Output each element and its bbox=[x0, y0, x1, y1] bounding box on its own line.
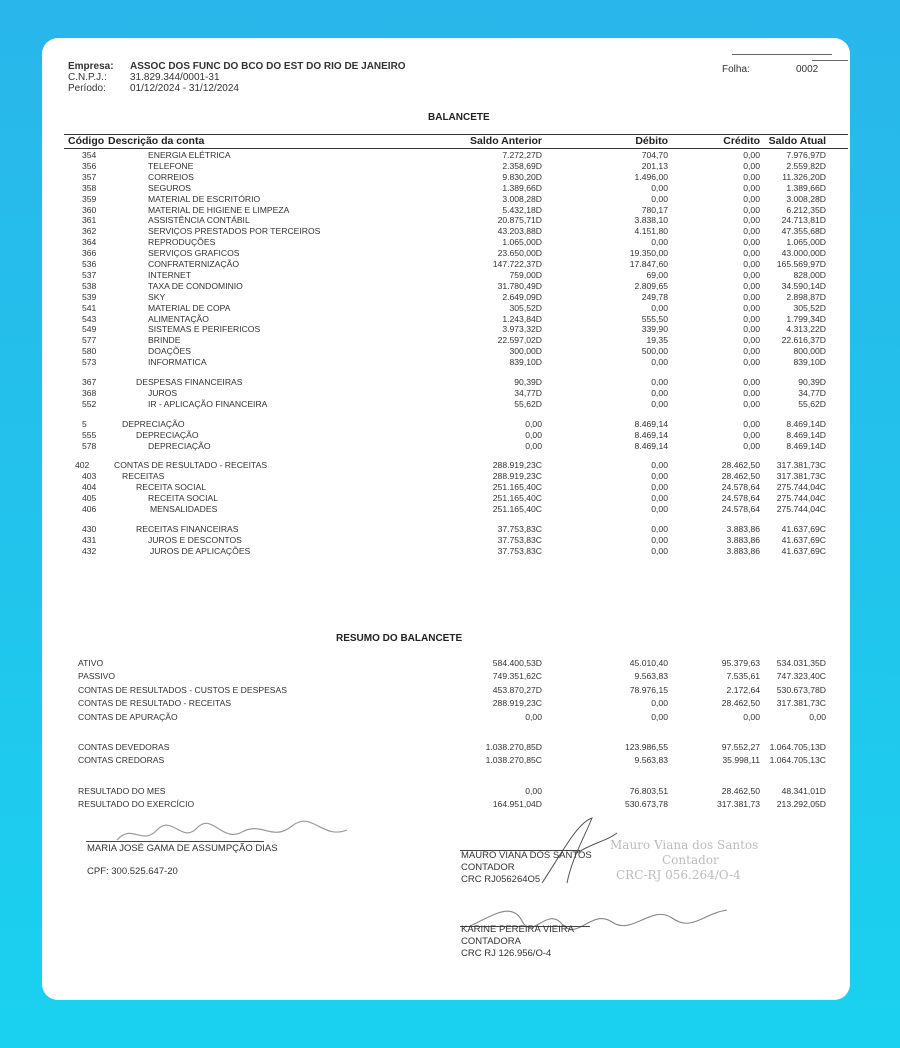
summary-saldo-anterior: 453.870,27D bbox=[492, 684, 542, 695]
account-description: CONTAS DE RESULTADO - RECEITAS bbox=[114, 460, 268, 471]
summary-credito: 97.552,27 bbox=[721, 742, 760, 752]
account-code: 573 bbox=[82, 357, 97, 368]
saldo-atual-cell: 41.637,69C bbox=[781, 523, 826, 534]
summary-saldo-anterior: 749.351,62C bbox=[492, 671, 542, 682]
summary-debito: 123.986,55 bbox=[624, 742, 668, 752]
account-code: 431 bbox=[82, 534, 97, 545]
saldo-anterior-cell: 34,77D bbox=[514, 387, 542, 398]
saldo-anterior-cell: 305,52D bbox=[509, 302, 542, 313]
contador1-name: MAURO VIANA DOS SANTOS bbox=[461, 850, 592, 861]
debito-cell: 19,35 bbox=[646, 335, 668, 346]
saldo-anterior-cell: 2.649,09D bbox=[502, 291, 542, 302]
credito-cell: 24.578,64 bbox=[721, 504, 760, 514]
account-code: 359 bbox=[82, 193, 97, 204]
debito-cell: 0,00 bbox=[651, 387, 668, 398]
account-code: 354 bbox=[82, 150, 97, 160]
credito-cell: 0,00 bbox=[743, 269, 760, 280]
debito-cell: 339,90 bbox=[641, 324, 668, 335]
account-description: MATERIAL DE ESCRITÓRIO bbox=[148, 193, 261, 204]
credito-cell: 0,00 bbox=[743, 429, 760, 440]
saldo-anterior-cell: 55,62D bbox=[514, 398, 542, 409]
debito-cell: 8.469,14 bbox=[634, 429, 668, 440]
summary-saldo-atual: 317.381,73C bbox=[776, 698, 826, 709]
summary-saldo-atual: 534.031,35D bbox=[776, 658, 826, 668]
summary-credito: 35.998,11 bbox=[722, 755, 760, 766]
account-code: 364 bbox=[82, 237, 97, 248]
account-code: 538 bbox=[82, 280, 97, 291]
credito-cell: 0,00 bbox=[743, 237, 760, 248]
saldo-atual-cell: 1.065,00D bbox=[786, 237, 826, 248]
summary-description: PASSIVO bbox=[78, 671, 116, 682]
account-description: CORREIOS bbox=[148, 171, 194, 182]
summary-saldo-anterior: 0,00 bbox=[525, 785, 542, 796]
summary-saldo-atual: 0,00 bbox=[809, 711, 826, 722]
account-description: RECEITAS FINANCEIRAS bbox=[136, 523, 239, 534]
credito-cell: 24.578,64 bbox=[721, 493, 760, 504]
debito-cell: 8.469,14 bbox=[634, 440, 668, 451]
summary-saldo-anterior: 584.400,53D bbox=[492, 658, 542, 668]
debito-cell: 0,00 bbox=[651, 504, 668, 514]
debito-cell: 500,00 bbox=[641, 346, 668, 357]
summary-saldo-anterior: 288.919,23C bbox=[492, 698, 542, 709]
debito-cell: 0,00 bbox=[651, 545, 668, 556]
saldo-anterior-cell: 22.597,02D bbox=[497, 335, 542, 346]
account-description: DEPRECIAÇÃO bbox=[122, 418, 185, 429]
col-credito: Crédito bbox=[723, 135, 760, 147]
account-code: 552 bbox=[82, 398, 97, 409]
contador1-crc: CRC RJ056264O5 bbox=[461, 874, 541, 885]
credito-cell: 0,00 bbox=[743, 377, 760, 387]
saldo-atual-cell: 22.616,37D bbox=[781, 335, 826, 346]
debito-cell: 3.838,10 bbox=[634, 215, 668, 226]
president-cpf: CPF: 300.525.647-20 bbox=[87, 866, 178, 877]
debito-cell: 17.847,60 bbox=[629, 259, 668, 269]
credito-cell: 0,00 bbox=[743, 291, 760, 302]
saldo-anterior-cell: 3.973,32D bbox=[502, 324, 542, 335]
saldo-anterior-cell: 1.243,84D bbox=[502, 313, 542, 324]
debito-cell: 201,13 bbox=[641, 160, 668, 171]
debito-cell: 0,00 bbox=[651, 237, 668, 248]
summary-description: CONTAS CREDORAS bbox=[78, 755, 165, 766]
debito-cell: 0,00 bbox=[651, 460, 668, 471]
summary-description: RESULTADO DO MES bbox=[78, 785, 166, 796]
saldo-atual-cell: 34.590,14D bbox=[781, 280, 826, 291]
saldo-atual-cell: 1.799,34D bbox=[786, 313, 826, 324]
account-code: 549 bbox=[82, 324, 97, 335]
credito-cell: 0,00 bbox=[743, 302, 760, 313]
col-debito: Débito bbox=[635, 135, 668, 147]
saldo-atual-cell: 839,10D bbox=[793, 357, 826, 368]
saldo-anterior-cell: 147.722,37D bbox=[492, 259, 542, 269]
saldo-atual-cell: 317.381,73C bbox=[776, 471, 826, 482]
saldo-anterior-cell: 759,00D bbox=[509, 269, 542, 280]
account-code: 537 bbox=[82, 269, 97, 280]
debito-cell: 0,00 bbox=[651, 357, 668, 368]
summary-description: CONTAS DE RESULTADOS - CUSTOS E DESPESAS bbox=[78, 684, 287, 695]
periodo-label: Período: bbox=[68, 83, 106, 94]
president-name: MARIA JOSÉ GAMA DE ASSUMPÇÃO DIAS bbox=[87, 843, 278, 854]
summary-saldo-anterior: 1.038.270,85D bbox=[485, 742, 542, 752]
saldo-atual-cell: 47.355,68D bbox=[781, 226, 826, 237]
account-code: 368 bbox=[82, 387, 97, 398]
account-description: ENERGIA ELÉTRICA bbox=[148, 150, 231, 160]
col-saldo-atual: Saldo Atual bbox=[768, 135, 826, 147]
credito-cell: 0,00 bbox=[743, 182, 760, 193]
summary-debito: 78.976,15 bbox=[629, 684, 668, 695]
debito-cell: 0,00 bbox=[651, 182, 668, 193]
contador2-name: KARINE PEREIRA VIEIRA bbox=[461, 924, 574, 935]
saldo-anterior-cell: 31.780,49D bbox=[497, 280, 542, 291]
saldo-anterior-cell: 1.389,66D bbox=[502, 182, 542, 193]
debito-cell: 0,00 bbox=[651, 377, 668, 387]
account-code: 5 bbox=[82, 418, 87, 429]
contador-stamp-crc: CRC-RJ 056.264/O-4 bbox=[616, 868, 741, 882]
credito-cell: 3.883,86 bbox=[726, 523, 760, 534]
debito-cell: 555,50 bbox=[641, 313, 668, 324]
saldo-atual-cell: 55,62D bbox=[798, 398, 826, 409]
account-code: 406 bbox=[82, 504, 97, 514]
credito-cell: 0,00 bbox=[743, 440, 760, 451]
credito-cell: 28.462,50 bbox=[721, 460, 760, 471]
saldo-atual-cell: 7.976,97D bbox=[786, 150, 826, 160]
account-description: IR - APLICAÇÃO FINANCEIRA bbox=[148, 398, 268, 409]
account-description: SERVIÇOS PRESTADOS POR TERCEIROS bbox=[148, 226, 321, 237]
account-description: DEPRECIAÇÃO bbox=[148, 440, 211, 451]
debito-cell: 0,00 bbox=[651, 302, 668, 313]
debito-cell: 0,00 bbox=[651, 493, 668, 504]
summary-debito: 76.803,51 bbox=[629, 785, 668, 796]
summary-debito: 45.010,40 bbox=[629, 658, 668, 668]
cnpj-label: C.N.P.J.: bbox=[68, 72, 107, 83]
contador-stamp-role: Contador bbox=[662, 853, 719, 867]
summary-credito: 95.379,63 bbox=[721, 658, 760, 668]
summary-description: CONTAS DEVEDORAS bbox=[78, 742, 170, 752]
account-description: INFORMATICA bbox=[148, 357, 207, 368]
saldo-atual-cell: 8.469,14D bbox=[786, 440, 826, 451]
saldo-atual-cell: 275.744,04C bbox=[776, 493, 826, 504]
credito-cell: 3.883,86 bbox=[726, 545, 760, 556]
credito-cell: 0,00 bbox=[743, 150, 760, 160]
summary-debito: 0,00 bbox=[651, 698, 668, 709]
debito-cell: 0,00 bbox=[651, 482, 668, 493]
credito-cell: 24.578,64 bbox=[721, 482, 760, 493]
account-description: JUROS E DESCONTOS bbox=[148, 534, 242, 545]
account-description: SEGUROS bbox=[148, 182, 191, 193]
credito-cell: 0,00 bbox=[743, 226, 760, 237]
account-code: 578 bbox=[82, 440, 97, 451]
saldo-atual-cell: 3.008,28D bbox=[786, 193, 826, 204]
debito-cell: 249,78 bbox=[641, 291, 668, 302]
saldo-anterior-cell: 3.008,28D bbox=[502, 193, 542, 204]
saldo-anterior-cell: 1.065,00D bbox=[502, 237, 542, 248]
summary-saldo-atual: 747.323,40C bbox=[776, 671, 826, 682]
report-title: BALANCETE bbox=[428, 112, 490, 123]
summary-saldo-atual: 1.064.705,13D bbox=[769, 742, 826, 752]
balancete-sheet bbox=[42, 38, 850, 1000]
saldo-anterior-cell: 251.165,40C bbox=[492, 482, 542, 493]
credito-cell: 0,00 bbox=[743, 215, 760, 226]
saldo-anterior-cell: 288.919,23C bbox=[492, 460, 542, 471]
account-code: 430 bbox=[82, 523, 97, 534]
credito-cell: 0,00 bbox=[743, 248, 760, 259]
debito-cell: 780,17 bbox=[641, 204, 668, 215]
credito-cell: 0,00 bbox=[743, 418, 760, 429]
credito-cell: 0,00 bbox=[743, 193, 760, 204]
credito-cell: 0,00 bbox=[743, 204, 760, 215]
account-description: DEPRECIAÇÃO bbox=[136, 429, 199, 440]
account-description: MENSALIDADES bbox=[150, 504, 218, 514]
credito-cell: 0,00 bbox=[743, 387, 760, 398]
account-description: DESPESAS FINANCEIRAS bbox=[136, 377, 243, 387]
saldo-atual-cell: 165.569,97D bbox=[776, 259, 826, 269]
account-description: RECEITAS bbox=[122, 471, 165, 482]
summary-description: RESULTADO DO EXERCÍCIO bbox=[78, 799, 195, 810]
summary-description: CONTAS DE RESULTADO - RECEITAS bbox=[78, 698, 232, 709]
debito-cell: 0,00 bbox=[651, 193, 668, 204]
debito-cell: 0,00 bbox=[651, 534, 668, 545]
saldo-anterior-cell: 2.358,69D bbox=[502, 160, 542, 171]
summary-description: ATIVO bbox=[78, 658, 104, 668]
account-code: 361 bbox=[82, 215, 97, 226]
account-code: 405 bbox=[82, 493, 97, 504]
saldo-anterior-cell: 839,10D bbox=[509, 357, 542, 368]
saldo-anterior-cell: 7.272,27D bbox=[502, 150, 542, 160]
summary-saldo-atual: 530.673,78D bbox=[776, 684, 826, 695]
cnpj-value: 31.829.344/0001-31 bbox=[130, 72, 220, 83]
credito-cell: 0,00 bbox=[743, 357, 760, 368]
debito-cell: 4.151,80 bbox=[634, 226, 668, 237]
account-code: 367 bbox=[82, 377, 97, 387]
summary-debito: 9.563,83 bbox=[634, 755, 668, 766]
account-code: 577 bbox=[82, 335, 97, 346]
account-code: 357 bbox=[82, 171, 97, 182]
saldo-anterior-cell: 43.203,88D bbox=[497, 226, 542, 237]
saldo-atual-cell: 828,00D bbox=[793, 269, 826, 280]
saldo-atual-cell: 305,52D bbox=[793, 302, 826, 313]
saldo-anterior-cell: 288.919,23C bbox=[492, 471, 542, 482]
summary-saldo-anterior: 164.951,04D bbox=[492, 799, 542, 810]
credito-cell: 3.883,86 bbox=[726, 534, 760, 545]
saldo-anterior-cell: 0,00 bbox=[525, 429, 542, 440]
account-code: 362 bbox=[82, 226, 97, 237]
summary-saldo-atual: 48.341,01D bbox=[781, 785, 826, 796]
credito-cell: 0,00 bbox=[743, 324, 760, 335]
saldo-anterior-cell: 37.753,83C bbox=[497, 545, 542, 556]
account-code: 403 bbox=[82, 471, 97, 482]
account-description: BRINDE bbox=[148, 335, 181, 346]
account-description: SISTEMAS E PERIFERICOS bbox=[148, 324, 261, 335]
account-description: ALIMENTAÇÃO bbox=[148, 313, 209, 324]
summary-credito: 0,00 bbox=[743, 711, 760, 722]
saldo-anterior-cell: 9.830,20D bbox=[502, 171, 542, 182]
saldo-atual-cell: 34,77D bbox=[798, 387, 826, 398]
summary-credito: 2.172,64 bbox=[726, 684, 760, 695]
credito-cell: 0,00 bbox=[743, 346, 760, 357]
empresa-label: Empresa: bbox=[68, 61, 114, 72]
account-code: 358 bbox=[82, 182, 97, 193]
contador2-crc: CRC RJ 126.956/O-4 bbox=[461, 948, 552, 959]
saldo-atual-cell: 43.000,00D bbox=[781, 248, 826, 259]
folha-label: Folha: bbox=[722, 64, 750, 75]
account-description: TELEFONE bbox=[148, 160, 194, 171]
credito-cell: 28.462,50 bbox=[721, 471, 760, 482]
saldo-anterior-cell: 251.165,40C bbox=[492, 493, 542, 504]
saldo-anterior-cell: 0,00 bbox=[525, 440, 542, 451]
contador1-role: CONTADOR bbox=[461, 862, 515, 873]
account-description: JUROS bbox=[148, 387, 178, 398]
saldo-atual-cell: 275.744,04C bbox=[776, 482, 826, 493]
account-code: 539 bbox=[82, 291, 97, 302]
col-descricao: Descrição da conta bbox=[108, 135, 205, 147]
account-description: RECEITA SOCIAL bbox=[148, 493, 219, 504]
saldo-anterior-cell: 37.753,83C bbox=[497, 534, 542, 545]
saldo-anterior-cell: 23.650,00D bbox=[497, 248, 542, 259]
credito-cell: 0,00 bbox=[743, 280, 760, 291]
account-description: ASSISTÊNCIA CONTÁBIL bbox=[148, 215, 250, 226]
debito-cell: 19.350,00 bbox=[629, 248, 668, 259]
summary-description: CONTAS DE APURAÇÃO bbox=[78, 711, 178, 722]
saldo-atual-cell: 8.469,14D bbox=[786, 418, 826, 429]
account-code: 366 bbox=[82, 248, 97, 259]
contador2-role: CONTADORA bbox=[461, 936, 521, 947]
saldo-atual-cell: 41.637,69C bbox=[781, 534, 826, 545]
saldo-atual-cell: 41.637,69C bbox=[781, 545, 826, 556]
summary-debito: 0,00 bbox=[651, 711, 668, 722]
saldo-anterior-cell: 251.165,40C bbox=[492, 504, 542, 514]
credito-cell: 0,00 bbox=[743, 171, 760, 182]
summary-credito: 28.462,50 bbox=[721, 698, 760, 709]
col-codigo: Código bbox=[68, 135, 105, 147]
summary-saldo-anterior: 0,00 bbox=[525, 711, 542, 722]
saldo-anterior-cell: 37.753,83C bbox=[497, 523, 542, 534]
credito-cell: 0,00 bbox=[743, 160, 760, 171]
credito-cell: 0,00 bbox=[743, 398, 760, 409]
resumo-title: RESUMO DO BALANCETE bbox=[336, 633, 463, 644]
account-code: 580 bbox=[82, 346, 97, 357]
summary-credito: 28.462,50 bbox=[721, 785, 760, 796]
account-code: 432 bbox=[82, 545, 97, 556]
account-description: RECEITA SOCIAL bbox=[136, 482, 207, 493]
saldo-anterior-cell: 5.432,18D bbox=[502, 204, 542, 215]
debito-cell: 1.496,00 bbox=[634, 171, 668, 182]
saldo-atual-cell: 11.326,20D bbox=[782, 171, 826, 182]
summary-debito: 530.673,78 bbox=[624, 799, 668, 810]
credito-cell: 0,00 bbox=[743, 259, 760, 269]
debito-cell: 0,00 bbox=[651, 523, 668, 534]
debito-cell: 0,00 bbox=[651, 471, 668, 482]
folha-value: 0002 bbox=[796, 64, 819, 75]
account-description: MATERIAL DE COPA bbox=[148, 302, 231, 313]
summary-saldo-atual: 1.064.705,13C bbox=[769, 755, 826, 766]
account-description: REPRODUÇÕES bbox=[148, 237, 216, 248]
col-saldo-anterior: Saldo Anterior bbox=[470, 135, 542, 147]
debito-cell: 8.469,14 bbox=[634, 418, 668, 429]
saldo-atual-cell: 8.469,14D bbox=[786, 429, 826, 440]
account-code: 404 bbox=[82, 482, 97, 493]
debito-cell: 704,70 bbox=[641, 150, 668, 160]
saldo-atual-cell: 4.313,22D bbox=[786, 324, 826, 335]
saldo-atual-cell: 800,00D bbox=[793, 346, 826, 357]
account-code: 360 bbox=[82, 204, 97, 215]
account-description: TAXA DE CONDOMINIO bbox=[148, 280, 243, 291]
saldo-anterior-cell: 0,00 bbox=[525, 418, 542, 429]
account-code: 555 bbox=[82, 429, 97, 440]
account-description: SKY bbox=[148, 291, 166, 302]
debito-cell: 0,00 bbox=[651, 398, 668, 409]
credito-cell: 0,00 bbox=[743, 335, 760, 346]
account-code: 356 bbox=[82, 160, 97, 171]
summary-saldo-atual: 213.292,05D bbox=[776, 799, 826, 810]
account-description: SERVIÇOS GRAFICOS bbox=[148, 248, 240, 259]
summary-saldo-anterior: 1.038.270,85C bbox=[485, 755, 542, 766]
saldo-atual-cell: 24.713,81D bbox=[781, 215, 826, 226]
saldo-atual-cell: 275.744,04C bbox=[776, 504, 826, 514]
credito-cell: 0,00 bbox=[743, 313, 760, 324]
empresa-value: ASSOC DOS FUNC DO BCO DO EST DO RIO DE JANEIRO bbox=[130, 61, 406, 72]
account-code: 402 bbox=[75, 460, 90, 471]
saldo-anterior-cell: 300,00D bbox=[509, 346, 542, 357]
summary-debito: 9.563,83 bbox=[634, 671, 668, 682]
saldo-anterior-cell: 20.875,71D bbox=[497, 215, 542, 226]
debito-cell: 2.809,65 bbox=[634, 280, 668, 291]
contador-stamp-name: Mauro Viana dos Santos bbox=[610, 838, 759, 852]
account-description: MATERIAL DE HIGIENE E LIMPEZA bbox=[148, 204, 290, 215]
saldo-atual-cell: 317.381,73C bbox=[776, 460, 826, 471]
summary-credito: 7.535,61 bbox=[726, 671, 760, 682]
periodo-value: 01/12/2024 - 31/12/2024 bbox=[130, 83, 239, 94]
debito-cell: 69,00 bbox=[646, 269, 668, 280]
account-description: CONFRATERNIZAÇÃO bbox=[148, 259, 240, 269]
summary-credito: 317.381,73 bbox=[716, 799, 760, 810]
account-description: JUROS DE APLICAÇÕES bbox=[150, 545, 251, 556]
account-description: DOAÇÕES bbox=[148, 346, 191, 357]
account-code: 541 bbox=[82, 302, 97, 313]
saldo-atual-cell: 1.389,66D bbox=[786, 182, 826, 193]
saldo-anterior-cell: 90,39D bbox=[514, 377, 542, 387]
account-code: 536 bbox=[82, 259, 97, 269]
saldo-atual-cell: 2.898,87D bbox=[786, 291, 826, 302]
saldo-atual-cell: 2.559,82D bbox=[786, 160, 826, 171]
saldo-atual-cell: 90,39D bbox=[798, 377, 826, 387]
account-description: INTERNET bbox=[148, 269, 191, 280]
saldo-atual-cell: 6.212,35D bbox=[786, 204, 826, 215]
account-code: 543 bbox=[82, 313, 97, 324]
